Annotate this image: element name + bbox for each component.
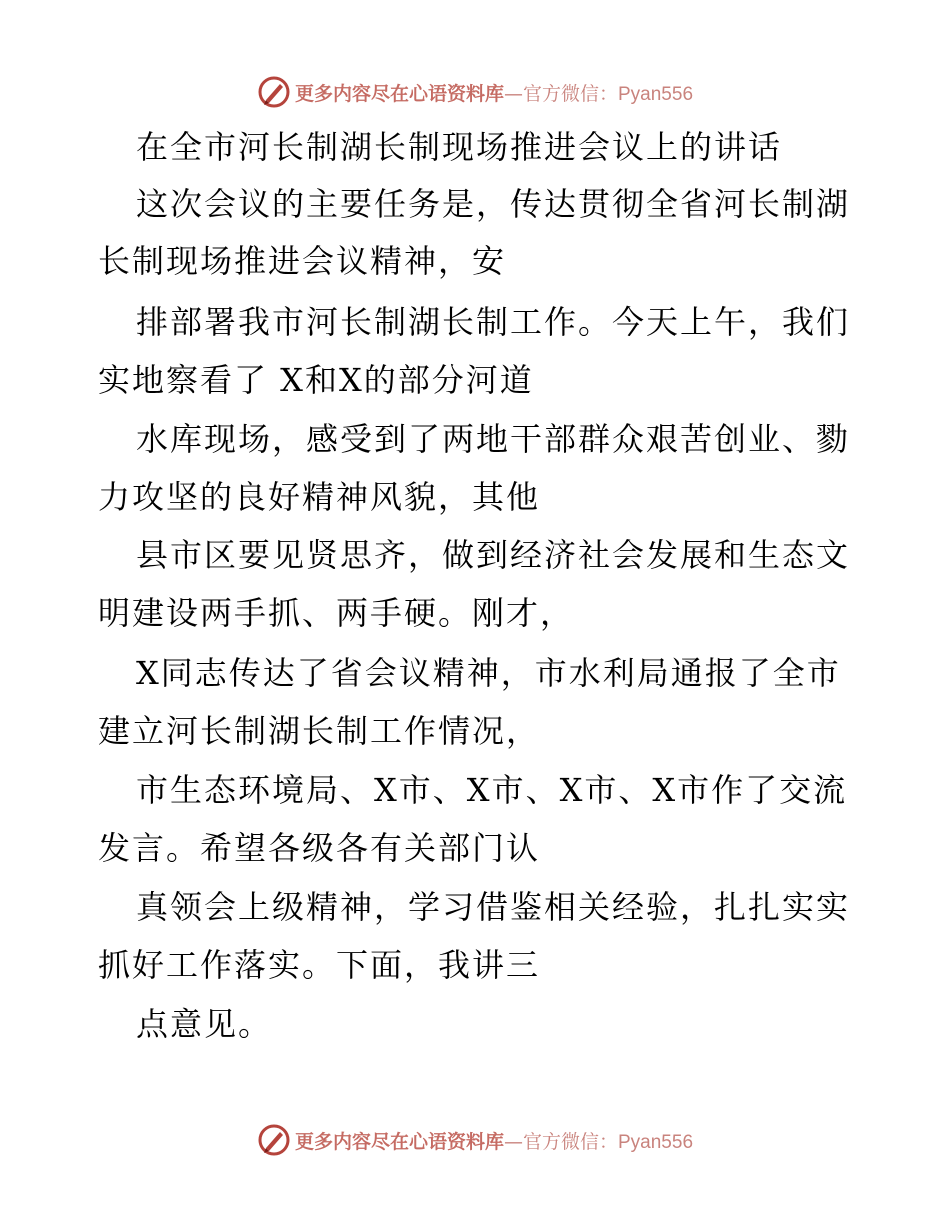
paragraph-line: 实地察看了 X和X的部分河道: [98, 361, 534, 399]
paragraph-line: 明建设两手抓、两手硬。刚才，: [98, 594, 575, 632]
paragraph-line: 建立河长制湖长制工作情况，: [98, 712, 541, 750]
watermark-text: 更多内容尽在心语资料库—官方微信：Pyan556: [294, 82, 694, 105]
pen-logo-icon: [257, 75, 291, 109]
paragraph-line: 真领会上级精神，学习借鉴相关经验，扎扎实实: [136, 888, 851, 926]
header-watermark: [0, 72, 950, 112]
paragraph-line: 长制现场推进会议精神，安: [98, 242, 507, 280]
paragraph-line: X同志传达了省会议精神，市水利局通报了全市: [136, 654, 841, 692]
paragraph-line: 县市区要见贤思齐，做到经济社会发展和生态文: [136, 536, 851, 574]
paragraph-line: 这次会议的主要任务是，传达贯彻全省河长制湖: [136, 185, 851, 223]
paragraph-line: 抓好工作落实。下面，我讲三: [98, 946, 541, 984]
paragraph-line: 发言。希望各级各有关部门认: [98, 829, 541, 867]
document-title: 在全市河长制湖长制现场推进会议上的讲话: [136, 128, 783, 166]
paragraph-line: 水库现场，感受到了两地干部群众艰苦创业、勠: [136, 420, 851, 458]
paragraph-line: 点意见。: [136, 1005, 273, 1043]
footer-watermark: [0, 1120, 950, 1160]
paragraph-line: 市生态环境局、X市、X市、X市、X市作了交流: [136, 771, 848, 809]
paragraph-line: 力攻坚的良好精神风貌，其他: [98, 478, 541, 516]
watermark-text: 更多内容尽在心语资料库—官方微信：Pyan556: [294, 1130, 694, 1153]
paragraph-line: 排部署我市河长制湖长制工作。今天上午，我们: [136, 303, 851, 341]
pen-logo-icon: [257, 1123, 291, 1157]
